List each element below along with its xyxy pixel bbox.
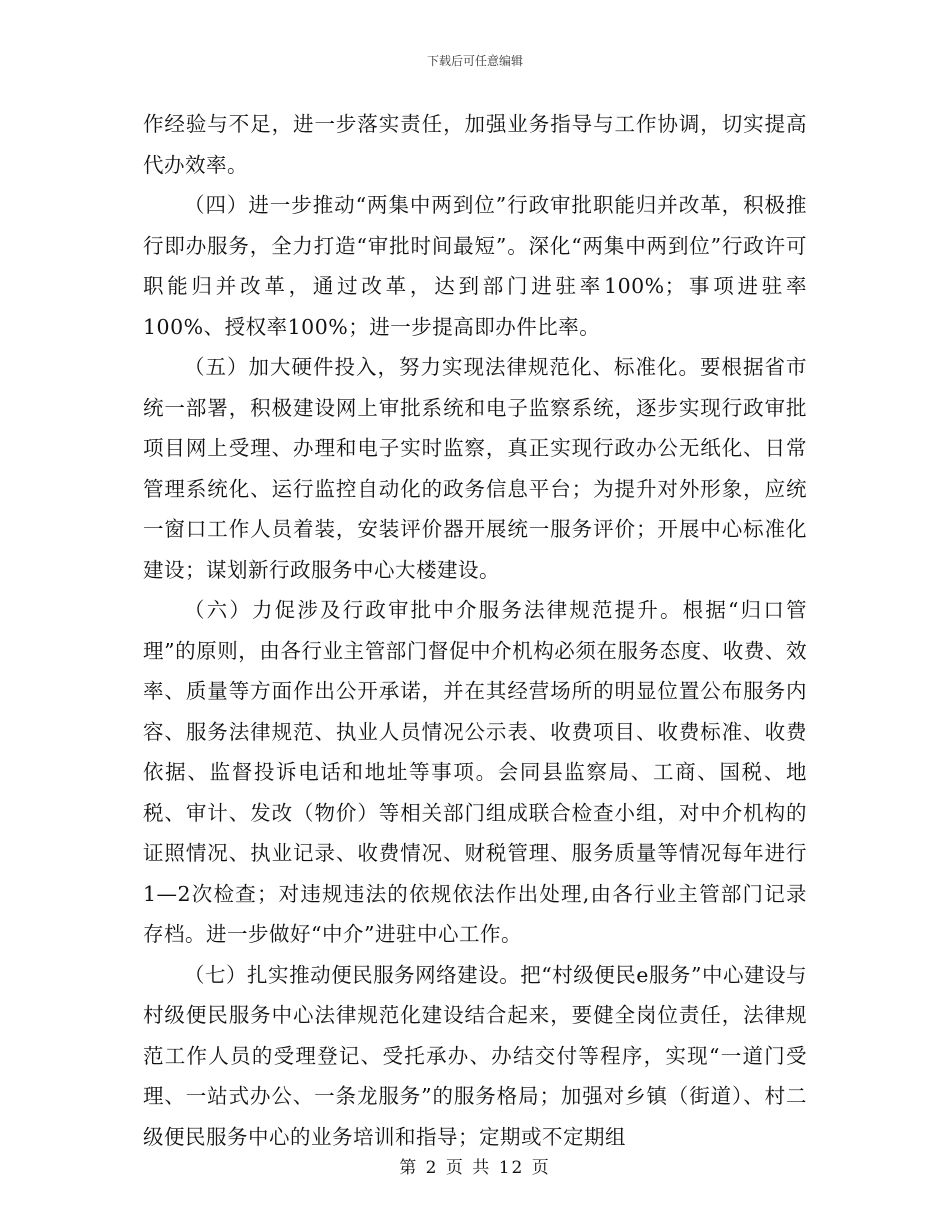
paragraph-5: （七）扎实推动便民服务网络建设。把“村级便民e服务”中心建设与村级便民服务中心法律规范化建设结合起来，要健全岗位责任，法律规范工作人员的受理登记、受托承办、办结交付等程序，实现“一道门受理、一站式办公、一条龙服务”的服务格局；加强对乡镇（街道）、村二级便民服务中心的业务培训和指导；定期或不定期组 <box>143 962 807 1149</box>
paragraph-2: （四）进一步推动“两集中两到位”行政审批职能归并改革，积极推行即办服务，全力打造“审批时间最短”。深化“两集中两到位”行政许可职能归并改革，通过改革，达到部门进驻率100%；事项进驻率100%、授权率100%；进一步提高即办件比率。 <box>143 193 807 339</box>
paragraph-4: （六）力促涉及行政审批中介服务法律规范提升。根据“归口管理”的原则，由各行业主管部门督促中介机构必须在服务态度、收费、效率、质量等方面作出公开承诺，并在其经营场所的明显位置公布服务内容、服务法律规范、执业人员情况公示表、收费项目、收费标准、收费依据、监督投诉电话和地址等事项。会同县监察局、工商、国税、地税、审计、发改（物价）等相关部门组成联合检查小组，对中介机构的证照情况、执业记录、收费情况、财税管理、服务质量等情况每年进行1—2次检查；对违规违法的依规依法作出处理,由各行业主管部门记录存档。进一步做好“中介”进驻中心工作。 <box>143 598 807 946</box>
paragraph-3: （五）加大硬件投入，努力实现法律规范化、标准化。要根据省市统一部署，积极建设网上审批系统和电子监察系统，逐步实现行政审批项目网上受理、办理和电子实时监察，真正实现行政办公无纸化、日常管理系统化、运行监控自动化的政务信息平台；为提升对外形象，应统一窗口工作人员着装，安装评价器开展统一服务评价；开展中心标准化建设；谋划新行政服务中心大楼建设。 <box>143 355 807 582</box>
paragraph-1: 作经验与不足，进一步落实责任，加强业务指导与工作协调，切实提高代办效率。 <box>143 112 807 177</box>
document-body <box>143 104 807 1157</box>
page-header-note: 下载后可任意编辑 <box>426 54 523 68</box>
page-number-footer: 第 2 页 共 12 页 <box>399 1158 551 1178</box>
